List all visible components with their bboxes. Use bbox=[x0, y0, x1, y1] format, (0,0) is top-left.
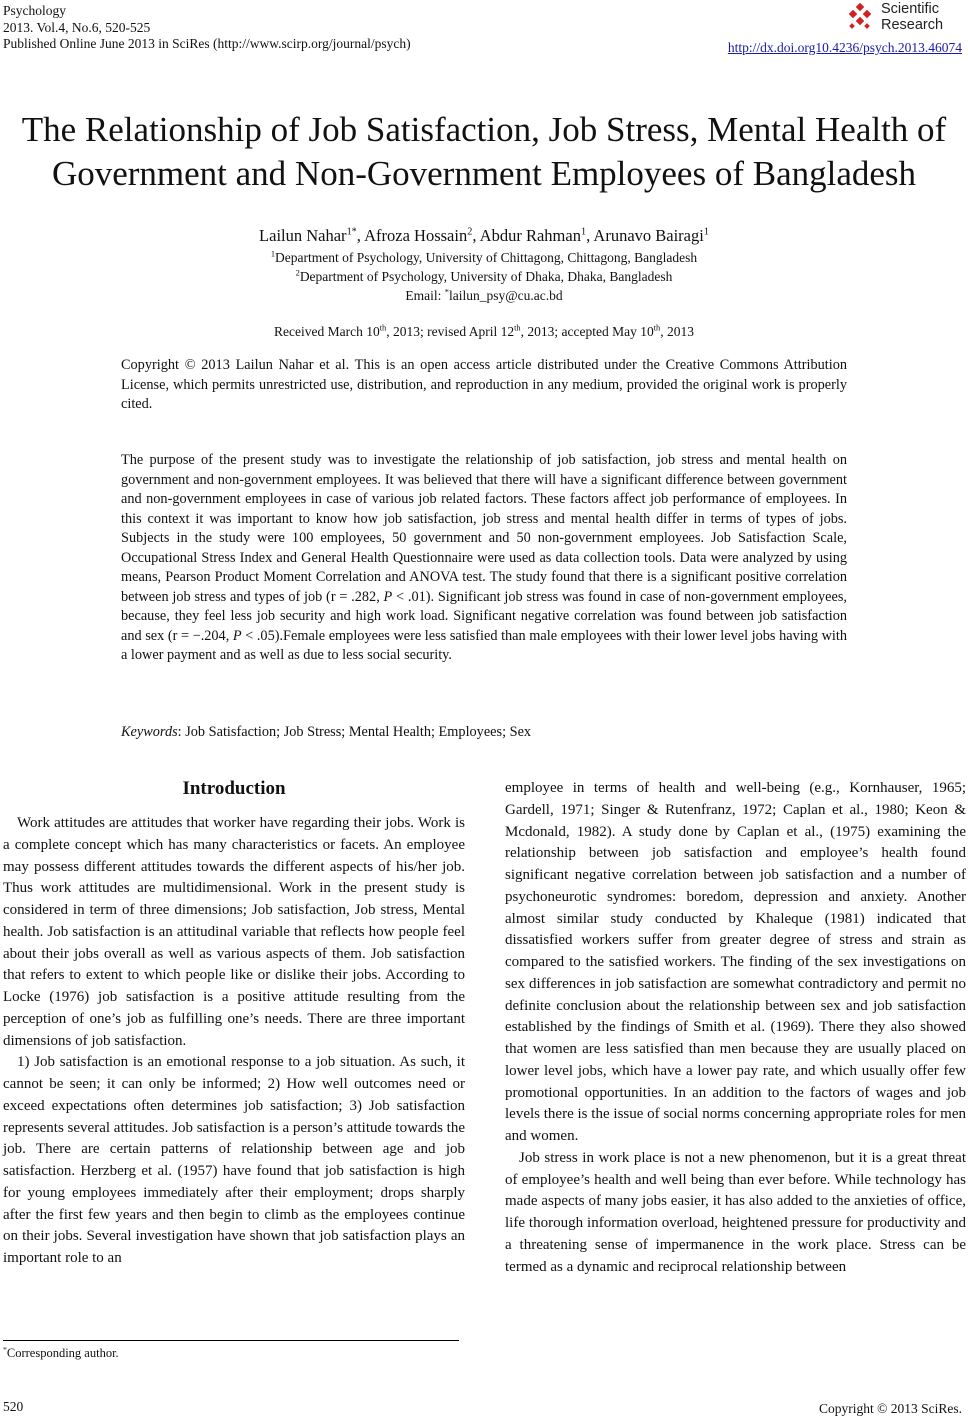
author-4: , Arunavo Bairagi bbox=[586, 226, 704, 245]
affiliations bbox=[0, 248, 968, 305]
author-2-mark: 2 bbox=[467, 226, 473, 238]
footnote-mark: * bbox=[3, 1344, 7, 1354]
logo-text-scientific: Scientific bbox=[881, 1, 940, 17]
revised-date: , 2013; revised April 12 bbox=[386, 324, 515, 339]
keywords bbox=[121, 724, 531, 741]
publication-info: Published Online June 2013 in SciRes (http://www.scirp.org/journal/psych) bbox=[3, 36, 411, 51]
abstract-p-symbol-2: P bbox=[232, 627, 242, 644]
footer-copyright: Copyright © 2013 SciRes. bbox=[818, 1401, 962, 1416]
intro-paragraph-4: Job stress in work place is not a new phenomenon, but it is a great threat of employee’s health and well being than ever before. While technology has made aspects of many jobs easier, it has also added to the anxieties of office, life thorough information overload, heightened pressure for productivity and a threatening sense of impermanence in the work place. Stress can be termed as a dynamic and reciprocal relationship between bbox=[505, 1149, 966, 1275]
accepted-sup: th bbox=[653, 323, 661, 333]
intro-paragraph-3: employee in terms of health and well-being (e.g., Kornhauser, 1965; Gardell, 1971; Singer & Rutenfranz, 1972; Caplan et al., 1980; Keon & Mcdonald, 1982). A study done by Caplan et al., (1975) examining the relationship between job satisfaction and employee’s health found significant negative correlation between job satisfaction and a number of psychoneurotic syndromes: boredom, depression and anxiety. Another almost similar study conducted by Khaleque (1981) indicated that dissatisfied workers suffer from greater degree of stress and strain as compared to the satisfied workers. The finding of the sex investigations on sex differences in job satisfaction are somewhat contradictory and permit no definite conclusion about the relationship between sex and job satisfaction established by the findings of Smith et al. (1969). There they also showed that women are less satisfied than men because they are usually placed on lower level jobs, which have a lower pay rate, and which usually offer few promotional opportunities. In an addition to the factors of wages and job levels there is the issue of social norms concerning appropriate roles for men and women. bbox=[505, 780, 966, 1144]
affiliation-2-mark: 2 bbox=[295, 268, 300, 278]
keywords-label: Keywords bbox=[121, 724, 178, 740]
running-header bbox=[3, 3, 411, 53]
abstract bbox=[121, 451, 847, 666]
affiliation-2 bbox=[0, 267, 968, 286]
affiliation-1 bbox=[0, 248, 968, 267]
intro-paragraph-2: 1) Job satisfaction is an emotional response to a job situation. As such, it cannot be seen; it can only be informed; 2) How well outcomes need or exceed expectations often determines job satisfaction; 3) Job satisfaction represents several attitudes. Job satisfaction is a person’s attitude towards the job. There are certain patterns of relationship between age and job satisfaction. Herzberg et al. (1957) have found that job satisfaction is high for young employees immediately after their employment; drops sharply after the first few years and then begin to climb as the employees continue on their jobs. Several investigation have shown that job satisfaction plays an important role to an bbox=[3, 1054, 465, 1266]
revised-sup: th bbox=[514, 323, 521, 333]
scirp-diamond-icon bbox=[847, 2, 877, 32]
affiliation-2-text: Department of Psychology, University of Dhaka, Dhaka, Bangladesh bbox=[299, 269, 673, 284]
author-1: Lailun Nahar bbox=[259, 226, 347, 245]
journal-name: Psychology bbox=[3, 3, 67, 18]
abstract-part-1: The purpose of the present study was to investigate the relationship of job satisfaction, job stress and mental health on government and non-government employees. It was believed that there will have a significant difference between government and non-government employees in case of various job related factors. These factors affect job performance of employees. In this context it was important to know how job satisfaction, job stress and mental health differ in terms of types of jobs. Subjects in the study were 100 employees, 50 government and 50 non-government employees. Job Satisfaction Scale, Occupational Stress Index and General Health Questionnaire were used as data collection tools. Data were analyzed by using means, Pearson Product Moment Correlation and ANOVA test. The study found that there is a significant positive correlation between job stress and types of job (r = .282, bbox=[121, 452, 847, 605]
doi-link[interactable]: http://dx.doi.org10.4236/psych.2013.46074 bbox=[727, 40, 962, 55]
author-list bbox=[0, 226, 968, 246]
footnote bbox=[3, 1346, 119, 1361]
footnote-text: Corresponding author. bbox=[6, 1346, 119, 1360]
left-column bbox=[3, 770, 465, 1270]
abstract-part-2: < .01). Significant job stress was found in case of non-government employees, because, they feel less job security and high work load. Significant negative correlation was found between job satisfaction and sex (r = −.204, bbox=[121, 588, 847, 644]
author-3: , Abdur Rahman bbox=[472, 226, 581, 245]
right-column bbox=[505, 778, 966, 1278]
copyright-notice: Copyright © 2013 Lailun Nahar et al. This is an open access article distributed under the Creative Commons Attribution License, which permits unrestricted use, distribution, and reproduction in any medium, provided the original work is properly cited. bbox=[121, 357, 847, 412]
footnote-divider bbox=[3, 1340, 459, 1341]
affiliation-1-mark: 1 bbox=[270, 249, 276, 259]
logo-text-research: Research bbox=[881, 17, 944, 33]
received-sup: th bbox=[379, 323, 387, 333]
received-dates bbox=[0, 322, 968, 341]
email-label: Email: bbox=[405, 288, 445, 303]
email-line bbox=[0, 286, 968, 305]
title-line-2: Government and Non-Government Employees of Bangladesh bbox=[51, 154, 917, 193]
keywords-text: : Job Satisfaction; Job Stress; Mental Health; Employees; Sex bbox=[177, 724, 532, 740]
received-date: Received March 10 bbox=[274, 324, 380, 339]
abstract-p-symbol-1: P bbox=[383, 588, 393, 605]
section-heading-introduction: Introduction bbox=[182, 778, 286, 799]
intro-paragraph-1: Work attitudes are attitudes that worker have regarding their jobs. Work is a complete concept which has many characteristics or facets. An employee may possess different attitudes towards the different aspects of his/her job. Thus work attitudes are multidimensional. Work in the present study is considered in term of three dimensions; Job satisfaction, Job stress, Mental health. Job satisfaction is an attitudinal variable that reflects how people feel about their jobs overall as well as various aspects of them. Job satisfaction that refers to extent to which people like or dislike their jobs. According to Locke (1976) job satisfaction is a positive attitude resulting from the perception of one’s job as fulfilling one’s needs. There are three important dimensions of job satisfaction. bbox=[3, 815, 465, 1049]
email-mark: * bbox=[444, 287, 449, 297]
accepted-date: , 2013; accepted May 10 bbox=[520, 324, 654, 339]
page-number: 520 bbox=[3, 1399, 24, 1414]
affiliation-1-text: Department of Psychology, University of Chittagong, Chittagong, Bangladesh bbox=[275, 250, 698, 265]
author-1-mark: 1* bbox=[346, 226, 357, 238]
author-3-mark: 1 bbox=[580, 226, 587, 238]
author-2: , Afroza Hossain bbox=[356, 226, 468, 245]
abstract-part-3: < .05).Female employees were less satisfied than male employees with their lower level jobs having with a lower payment and as well as due to less social security. bbox=[121, 627, 847, 663]
title-line-1: The Relationship of Job Satisfaction, Job Stress, Mental Health of bbox=[21, 110, 947, 149]
publisher-logo bbox=[847, 0, 962, 36]
date-year: , 2013 bbox=[660, 324, 694, 339]
author-4-mark: 1 bbox=[703, 226, 709, 238]
paper-title bbox=[0, 108, 968, 196]
volume-info: 2013. Vol.4, No.6, 520-525 bbox=[3, 19, 151, 35]
email-address[interactable]: lailun_psy@cu.ac.bd bbox=[448, 288, 563, 303]
